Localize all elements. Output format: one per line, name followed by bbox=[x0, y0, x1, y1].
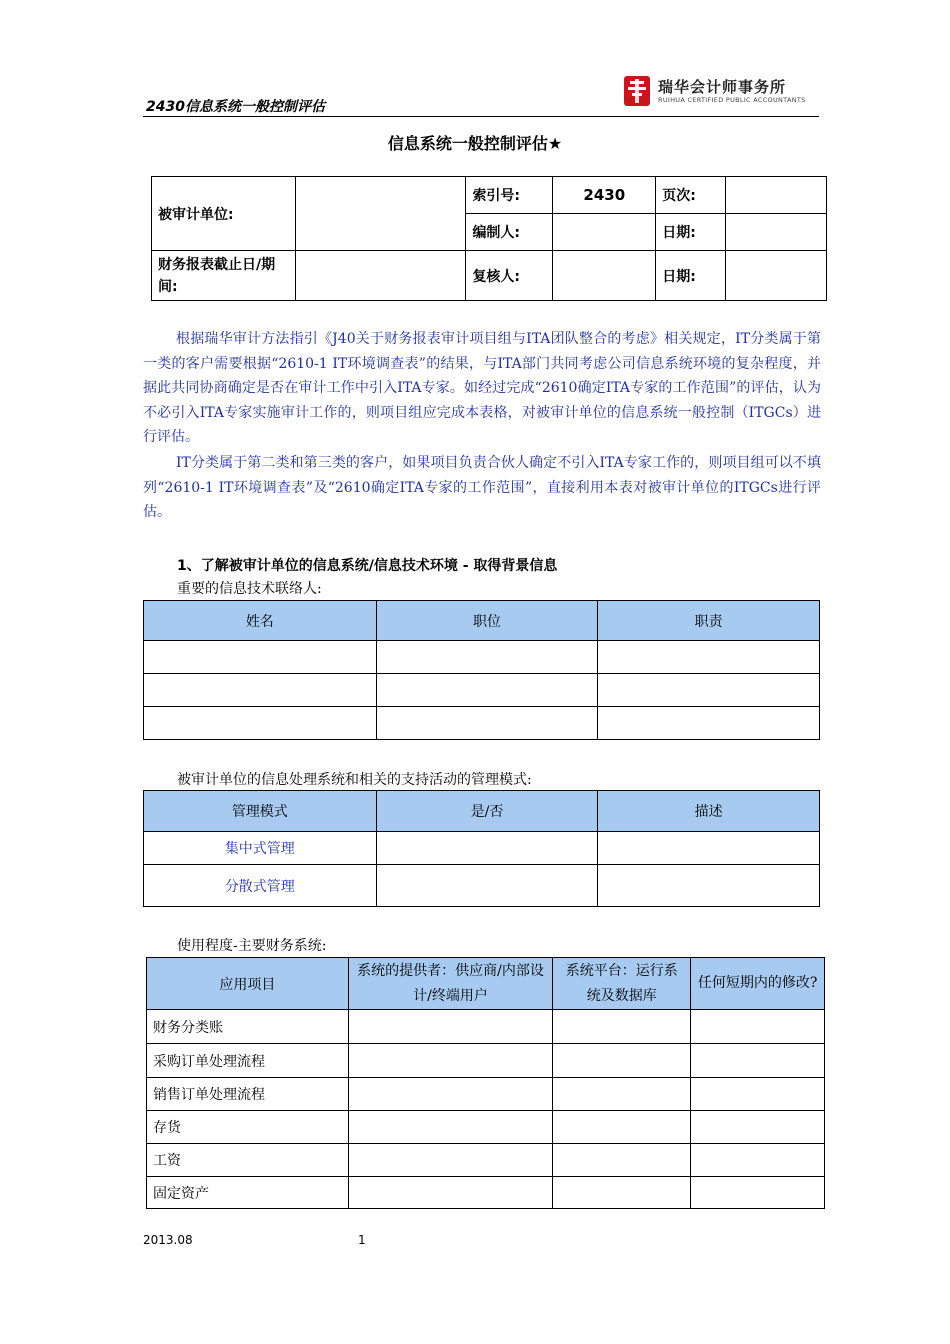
intro-paragraph-2: IT分类属于第二类和第三类的客户，如果项目负责合伙人确定不引入ITA专家工作的，则项目组可以不填列“2610-1 IT环境调查表”及“2610确定ITA专家的工作范围”，直接利用本表对被审计单位的ITGCs进行评估。 bbox=[143, 455, 821, 520]
contacts-label: 重要的信息技术联络人: bbox=[177, 581, 322, 597]
usage-cell[interactable] bbox=[348, 1010, 553, 1044]
page-field[interactable] bbox=[726, 177, 827, 214]
page-title: 信息系统一般控制评估★ bbox=[387, 134, 563, 153]
mgmt-label: 被审计单位的信息处理系统和相关的支持活动的管理模式: bbox=[177, 772, 532, 788]
usage-cell[interactable] bbox=[348, 1111, 553, 1144]
preparer-field[interactable] bbox=[553, 214, 656, 251]
mgmt-header-desc: 描述 bbox=[598, 791, 820, 832]
contacts-header-position: 职位 bbox=[376, 601, 598, 641]
usage-app-name: 财务分类账 bbox=[147, 1010, 349, 1044]
contacts-cell[interactable] bbox=[144, 707, 377, 740]
firm-logo bbox=[622, 74, 806, 108]
period-label: 财务报表截止日/期间: bbox=[152, 251, 296, 301]
contacts-cell[interactable] bbox=[598, 674, 820, 707]
usage-cell[interactable] bbox=[348, 1144, 553, 1177]
usage-cell[interactable] bbox=[348, 1044, 553, 1078]
usage-cell[interactable] bbox=[553, 1078, 691, 1111]
contacts-cell[interactable] bbox=[144, 674, 377, 707]
firm-name: 瑞华会计师事务所 bbox=[658, 77, 787, 96]
footer-page-number: 1 bbox=[358, 1233, 366, 1247]
usage-table bbox=[146, 957, 825, 1209]
mgmt-cell[interactable] bbox=[598, 832, 820, 865]
preparer-label: 编制人: bbox=[466, 214, 553, 251]
table-row bbox=[147, 1144, 825, 1177]
firm-logo-icon bbox=[622, 74, 652, 108]
usage-label: 使用程度-主要财务系统: bbox=[177, 938, 327, 954]
usage-cell[interactable] bbox=[348, 1078, 553, 1111]
usage-app-name: 存货 bbox=[147, 1111, 349, 1144]
mgmt-mode-decentralized: 分散式管理 bbox=[144, 865, 377, 907]
usage-header-app: 应用项目 bbox=[147, 958, 349, 1010]
mgmt-cell[interactable] bbox=[376, 832, 598, 865]
usage-cell[interactable] bbox=[691, 1078, 825, 1111]
contacts-cell[interactable] bbox=[376, 641, 598, 674]
table-row bbox=[147, 1044, 825, 1078]
contacts-header-duty: 职责 bbox=[598, 601, 820, 641]
contacts-cell[interactable] bbox=[376, 674, 598, 707]
reviewer-field[interactable] bbox=[553, 251, 656, 301]
index-value: 2430 bbox=[553, 177, 656, 214]
usage-app-name: 采购订单处理流程 bbox=[147, 1044, 349, 1078]
table-row bbox=[147, 1177, 825, 1209]
usage-cell[interactable] bbox=[348, 1177, 553, 1209]
reviewer-label: 复核人: bbox=[466, 251, 553, 301]
date-field[interactable] bbox=[726, 214, 827, 251]
contacts-header-name: 姓名 bbox=[144, 601, 377, 641]
section-1-heading: 1、了解被审计单位的信息系统/信息技术环境 - 取得背景信息 bbox=[177, 558, 558, 574]
date2-label: 日期: bbox=[656, 251, 726, 301]
mgmt-header-yesno: 是/否 bbox=[376, 791, 598, 832]
usage-cell[interactable] bbox=[553, 1111, 691, 1144]
contacts-table bbox=[143, 600, 820, 740]
period-field[interactable] bbox=[295, 251, 466, 301]
usage-app-name: 销售订单处理流程 bbox=[147, 1078, 349, 1111]
auditee-field[interactable] bbox=[295, 177, 466, 251]
table-row bbox=[144, 641, 820, 674]
date-label: 日期: bbox=[656, 214, 726, 251]
mgmt-cell[interactable] bbox=[376, 865, 598, 907]
firm-name-en: RUIHUA CERTIFIED PUBLIC ACCOUNTANTS bbox=[658, 95, 806, 104]
usage-cell[interactable] bbox=[691, 1111, 825, 1144]
usage-header-platform: 系统平台：运行系统及数据库 bbox=[553, 958, 691, 1010]
usage-header-changes: 任何短期内的修改? bbox=[691, 958, 825, 1010]
usage-cell[interactable] bbox=[553, 1044, 691, 1078]
mgmt-mode-centralized: 集中式管理 bbox=[144, 832, 377, 865]
header-doc-title: 2430信息系统一般控制评估 bbox=[146, 99, 325, 115]
table-row bbox=[144, 707, 820, 740]
usage-app-name: 工资 bbox=[147, 1144, 349, 1177]
usage-cell[interactable] bbox=[553, 1177, 691, 1209]
usage-header-provider: 系统的提供者：供应商/内部设计/终端用户 bbox=[348, 958, 553, 1010]
contacts-cell[interactable] bbox=[598, 641, 820, 674]
table-row bbox=[144, 865, 820, 907]
page-label: 页次: bbox=[656, 177, 726, 214]
usage-cell[interactable] bbox=[691, 1177, 825, 1209]
usage-cell[interactable] bbox=[691, 1010, 825, 1044]
usage-cell[interactable] bbox=[553, 1144, 691, 1177]
contacts-cell[interactable] bbox=[376, 707, 598, 740]
table-row bbox=[147, 1010, 825, 1044]
contacts-cell[interactable] bbox=[144, 641, 377, 674]
mgmt-cell[interactable] bbox=[598, 865, 820, 907]
date2-field[interactable] bbox=[726, 251, 827, 301]
usage-cell[interactable] bbox=[691, 1144, 825, 1177]
intro-paragraph-1: 根据瑞华审计方法指引《J40关于财务报表审计项目组与ITA团队整合的考虑》相关规定，IT分类属于第一类的客户需要根据“2610-1 IT环境调查表”的结果，与ITA部门共同考虑公司信息系统环境的复杂程度，并据此共同协商确定是否在审计工作中引入ITA专家。如经过完成“2610确定ITA专家的工作范围”的评估，认为不必引入ITA专家实施审计工作的，则项目组应完成本表格，对被审计单位的信息系统一般控制（ITGCs）进行评估。 bbox=[143, 331, 821, 445]
table-row bbox=[144, 832, 820, 865]
info-table bbox=[151, 176, 827, 301]
usage-cell[interactable] bbox=[691, 1044, 825, 1078]
table-row bbox=[147, 1111, 825, 1144]
usage-cell[interactable] bbox=[553, 1010, 691, 1044]
auditee-label: 被审计单位: bbox=[152, 177, 296, 251]
contacts-cell[interactable] bbox=[598, 707, 820, 740]
usage-app-name: 固定资产 bbox=[147, 1177, 349, 1209]
table-row bbox=[144, 674, 820, 707]
index-label: 索引号: bbox=[466, 177, 553, 214]
footer-date: 2013.08 bbox=[143, 1233, 193, 1247]
table-row bbox=[147, 1078, 825, 1111]
mgmt-table bbox=[143, 790, 820, 907]
header-divider bbox=[143, 116, 819, 117]
mgmt-header-mode: 管理模式 bbox=[144, 791, 377, 832]
